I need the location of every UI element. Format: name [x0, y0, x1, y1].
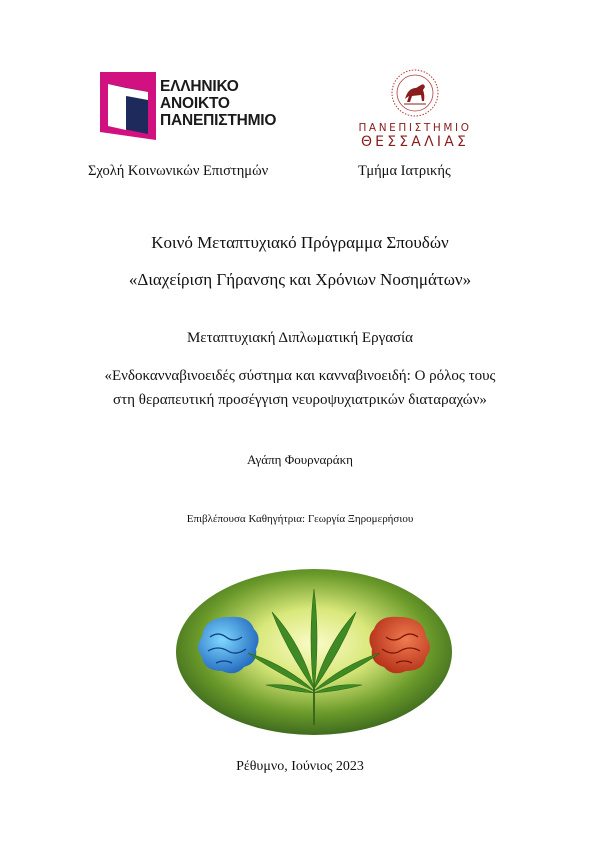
cover-illustration	[174, 567, 454, 737]
supervisor-label: Επιβλέπουσα Καθηγήτρια: Γεωργία Ξηρομερήσιου	[186, 513, 414, 525]
eap-logo-mark-icon	[96, 70, 160, 142]
thesis-type: Μεταπτυχιακή Διπλωματική Εργασία	[186, 330, 414, 346]
uth-seal-icon	[390, 68, 440, 118]
program-title: Κοινό Μεταπτυχιακό Πρόγραμμα Σπουδών	[151, 233, 449, 252]
eap-logo	[96, 70, 296, 142]
school-label: Σχολή Κοινωνικών Επιστημών	[88, 163, 269, 179]
program-name: «Διαχείριση Γήρανσης και Χρόνιων Νοσημάτων»	[128, 270, 472, 289]
department-label: Τμήμα Ιατρικής	[358, 163, 451, 179]
uth-logo-line-2: ΘΕΣΣΑΛΙΑΣ	[360, 134, 470, 150]
uth-logo	[340, 68, 490, 156]
author-name: Αγάπη Φουρναράκη	[247, 452, 353, 467]
eap-line-1: ΕΛΛΗΝΙΚΟ	[160, 78, 239, 95]
eap-line-2: ΑΝΟΙΚΤΟ	[160, 95, 230, 112]
thesis-title-line-2: στη θεραπευτική προσέγγιση νευροψυχιατρικών διαταραχών»	[113, 392, 487, 408]
eap-logo-text	[160, 78, 276, 129]
uth-logo-line-1: ΠΑΝΕΠΙΣΤΗΜΙΟ	[358, 122, 472, 134]
thesis-title-line-1: «Ενδοκανναβινοειδές σύστημα και κανναβινοειδή: Ο ρόλος τους	[104, 368, 496, 384]
eap-line-3: ΠΑΝΕΠΙΣΤΗΜΙΟ	[160, 112, 277, 129]
place-date: Ρέθυμνο, Ιούνιος 2023	[236, 759, 364, 774]
